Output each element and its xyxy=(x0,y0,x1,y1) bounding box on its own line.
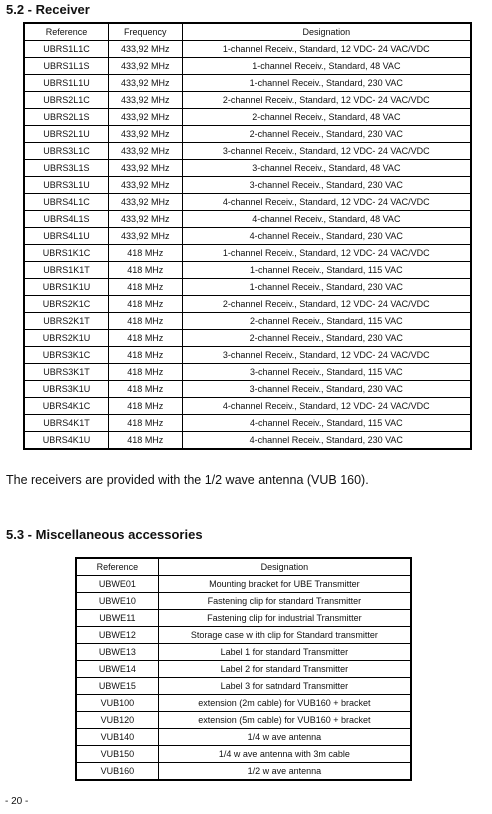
reference-cell: UBRS3K1T xyxy=(24,364,108,381)
frequency-cell: 418 MHz xyxy=(108,245,182,262)
reference-cell: UBRS3L1U xyxy=(24,177,108,194)
reference-cell: UBRS4L1U xyxy=(24,228,108,245)
frequency-cell: 433,92 MHz xyxy=(108,160,182,177)
reference-cell: UBRS3K1C xyxy=(24,347,108,364)
designation-cell: Label 1 for standard Transmitter xyxy=(158,644,411,661)
designation-cell: 1-channel Receiv., Standard, 230 VAC xyxy=(182,75,471,92)
frequency-cell: 433,92 MHz xyxy=(108,58,182,75)
table-row xyxy=(76,695,411,712)
designation-cell: 1/4 w ave antenna with 3m cable xyxy=(158,746,411,763)
table-header-row xyxy=(76,558,411,576)
designation-cell: 2-channel Receiv., Standard, 48 VAC xyxy=(182,109,471,126)
frequency-cell: 433,92 MHz xyxy=(108,75,182,92)
reference-cell: UBRS4K1T xyxy=(24,415,108,432)
column-header-designation: Designation xyxy=(158,558,411,576)
designation-cell: 3-channel Receiv., Standard, 48 VAC xyxy=(182,160,471,177)
designation-cell: 4-channel Receiv., Standard, 12 VDC- 24 VAC/VDC xyxy=(182,398,471,415)
reference-cell: UBRS1L1C xyxy=(24,41,108,58)
table-row xyxy=(24,58,471,75)
reference-cell: VUB160 xyxy=(76,763,158,781)
column-header-frequency: Frequency xyxy=(108,23,182,41)
designation-cell: Label 2 for standard Transmitter xyxy=(158,661,411,678)
table-row xyxy=(24,245,471,262)
table-row xyxy=(24,126,471,143)
designation-cell: extension (2m cable) for VUB160 + bracket xyxy=(158,695,411,712)
reference-cell: UBRS2K1T xyxy=(24,313,108,330)
reference-cell: UBWE01 xyxy=(76,576,158,593)
table-row xyxy=(76,678,411,695)
table-row xyxy=(24,177,471,194)
reference-cell: UBWE14 xyxy=(76,661,158,678)
table-row xyxy=(76,661,411,678)
frequency-cell: 418 MHz xyxy=(108,381,182,398)
reference-cell: UBRS3L1S xyxy=(24,160,108,177)
designation-cell: Mounting bracket for UBE Transmitter xyxy=(158,576,411,593)
accessories-table-body xyxy=(76,576,411,781)
designation-cell: 4-channel Receiv., Standard, 115 VAC xyxy=(182,415,471,432)
accessories-section-title: 5.3 - Miscellaneous accessories xyxy=(6,527,203,542)
frequency-cell: 433,92 MHz xyxy=(108,228,182,245)
designation-cell: Fastening clip for standard Transmitter xyxy=(158,593,411,610)
frequency-cell: 433,92 MHz xyxy=(108,194,182,211)
reference-cell: UBWE13 xyxy=(76,644,158,661)
reference-cell: UBRS4L1C xyxy=(24,194,108,211)
table-row xyxy=(24,41,471,58)
reference-cell: UBRS2K1C xyxy=(24,296,108,313)
column-header-designation: Designation xyxy=(182,23,471,41)
frequency-cell: 418 MHz xyxy=(108,279,182,296)
table-row xyxy=(76,610,411,627)
frequency-cell: 433,92 MHz xyxy=(108,41,182,58)
table-row xyxy=(24,313,471,330)
reference-cell: UBRS4K1U xyxy=(24,432,108,450)
reference-cell: VUB150 xyxy=(76,746,158,763)
designation-cell: 4-channel Receiv., Standard, 12 VDC- 24 VAC/VDC xyxy=(182,194,471,211)
accessories-table xyxy=(75,557,412,781)
table-row xyxy=(24,143,471,160)
table-row xyxy=(24,160,471,177)
table-row xyxy=(24,330,471,347)
designation-cell: 2-channel Receiv., Standard, 115 VAC xyxy=(182,313,471,330)
table-row xyxy=(76,746,411,763)
designation-cell: 2-channel Receiv., Standard, 230 VAC xyxy=(182,330,471,347)
designation-cell: extension (5m cable) for VUB160 + bracket xyxy=(158,712,411,729)
reference-cell: UBWE11 xyxy=(76,610,158,627)
frequency-cell: 433,92 MHz xyxy=(108,177,182,194)
table-row xyxy=(24,92,471,109)
designation-cell: 4-channel Receiv., Standard, 48 VAC xyxy=(182,211,471,228)
table-row xyxy=(76,729,411,746)
reference-cell: UBRS1K1C xyxy=(24,245,108,262)
table-row xyxy=(24,432,471,450)
reference-cell: UBWE15 xyxy=(76,678,158,695)
frequency-cell: 418 MHz xyxy=(108,364,182,381)
designation-cell: 1-channel Receiv., Standard, 12 VDC- 24 VAC/VDC xyxy=(182,245,471,262)
receiver-table-body xyxy=(24,41,471,450)
frequency-cell: 433,92 MHz xyxy=(108,109,182,126)
frequency-cell: 433,92 MHz xyxy=(108,126,182,143)
table-row xyxy=(76,712,411,729)
table-row xyxy=(24,398,471,415)
table-row xyxy=(24,109,471,126)
frequency-cell: 433,92 MHz xyxy=(108,211,182,228)
designation-cell: 1-channel Receiv., Standard, 230 VAC xyxy=(182,279,471,296)
page-number: - 20 - xyxy=(5,796,29,807)
designation-cell: Storage case w ith clip for Standard transmitter xyxy=(158,627,411,644)
frequency-cell: 418 MHz xyxy=(108,262,182,279)
table-row xyxy=(24,75,471,92)
reference-cell: VUB140 xyxy=(76,729,158,746)
designation-cell: Label 3 for satndard Transmitter xyxy=(158,678,411,695)
reference-cell: UBRS1L1S xyxy=(24,58,108,75)
frequency-cell: 433,92 MHz xyxy=(108,143,182,160)
table-row xyxy=(24,279,471,296)
designation-cell: 1-channel Receiv., Standard, 48 VAC xyxy=(182,58,471,75)
frequency-cell: 418 MHz xyxy=(108,347,182,364)
frequency-cell: 433,92 MHz xyxy=(108,92,182,109)
designation-cell: 4-channel Receiv., Standard, 230 VAC xyxy=(182,432,471,450)
frequency-cell: 418 MHz xyxy=(108,432,182,450)
table-row xyxy=(76,593,411,610)
designation-cell: 2-channel Receiv., Standard, 12 VDC- 24 VAC/VDC xyxy=(182,296,471,313)
table-row xyxy=(24,296,471,313)
frequency-cell: 418 MHz xyxy=(108,330,182,347)
designation-cell: 3-channel Receiv., Standard, 230 VAC xyxy=(182,381,471,398)
receiver-table xyxy=(23,22,472,450)
reference-cell: UBWE10 xyxy=(76,593,158,610)
reference-cell: UBRS2L1S xyxy=(24,109,108,126)
reference-cell: UBRS1K1U xyxy=(24,279,108,296)
table-row xyxy=(76,576,411,593)
designation-cell: 1/2 w ave antenna xyxy=(158,763,411,781)
designation-cell: 2-channel Receiv., Standard, 12 VDC- 24 VAC/VDC xyxy=(182,92,471,109)
table-row xyxy=(24,228,471,245)
reference-cell: UBRS1L1U xyxy=(24,75,108,92)
table-row xyxy=(24,347,471,364)
designation-cell: 3-channel Receiv., Standard, 230 VAC xyxy=(182,177,471,194)
frequency-cell: 418 MHz xyxy=(108,296,182,313)
reference-cell: UBRS2L1U xyxy=(24,126,108,143)
reference-cell: UBRS2K1U xyxy=(24,330,108,347)
designation-cell: 4-channel Receiv., Standard, 230 VAC xyxy=(182,228,471,245)
table-row xyxy=(24,194,471,211)
table-row xyxy=(76,644,411,661)
reference-cell: VUB100 xyxy=(76,695,158,712)
table-row xyxy=(76,627,411,644)
table-row xyxy=(76,763,411,781)
column-header-reference: Reference xyxy=(76,558,158,576)
frequency-cell: 418 MHz xyxy=(108,398,182,415)
designation-cell: 3-channel Receiv., Standard, 115 VAC xyxy=(182,364,471,381)
table-row xyxy=(24,381,471,398)
reference-cell: UBRS3L1C xyxy=(24,143,108,160)
table-row xyxy=(24,364,471,381)
designation-cell: 1/4 w ave antenna xyxy=(158,729,411,746)
designation-cell: Fastening clip for industrial Transmitter xyxy=(158,610,411,627)
reference-cell: UBRS1K1T xyxy=(24,262,108,279)
reference-cell: UBRS4K1C xyxy=(24,398,108,415)
receiver-section-title: 5.2 - Receiver xyxy=(6,2,90,17)
designation-cell: 3-channel Receiv., Standard, 12 VDC- 24 VAC/VDC xyxy=(182,347,471,364)
table-header-row xyxy=(24,23,471,41)
reference-cell: UBWE12 xyxy=(76,627,158,644)
column-header-reference: Reference xyxy=(24,23,108,41)
table-row xyxy=(24,415,471,432)
antenna-note: The receivers are provided with the 1/2 wave antenna (VUB 160). xyxy=(6,473,369,487)
frequency-cell: 418 MHz xyxy=(108,313,182,330)
designation-cell: 1-channel Receiv., Standard, 12 VDC- 24 VAC/VDC xyxy=(182,41,471,58)
reference-cell: UBRS2L1C xyxy=(24,92,108,109)
reference-cell: UBRS4L1S xyxy=(24,211,108,228)
designation-cell: 3-channel Receiv., Standard, 12 VDC- 24 VAC/VDC xyxy=(182,143,471,160)
reference-cell: UBRS3K1U xyxy=(24,381,108,398)
designation-cell: 2-channel Receiv., Standard, 230 VAC xyxy=(182,126,471,143)
designation-cell: 1-channel Receiv., Standard, 115 VAC xyxy=(182,262,471,279)
frequency-cell: 418 MHz xyxy=(108,415,182,432)
table-row xyxy=(24,211,471,228)
reference-cell: VUB120 xyxy=(76,712,158,729)
table-row xyxy=(24,262,471,279)
